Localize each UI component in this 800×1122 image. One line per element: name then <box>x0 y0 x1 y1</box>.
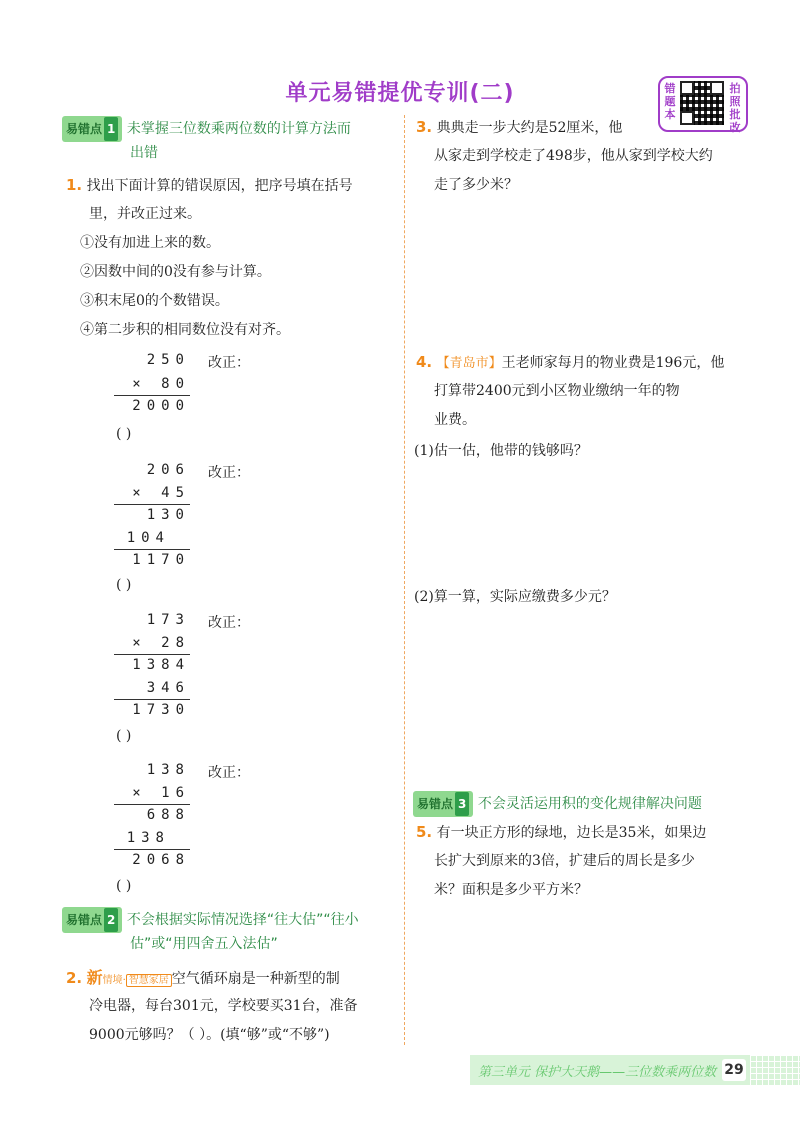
error-point-tag: 易错点 3 <box>413 791 473 817</box>
section-2-text-line2: 估”或“用四舍五入法估” <box>130 936 278 952</box>
footer-pattern <box>750 1055 800 1085</box>
calc-3-row: 346 <box>146 680 190 696</box>
error-point-tag: 易错点 1 <box>62 116 122 142</box>
q3-line3: 走了多少米？ <box>434 177 518 193</box>
correction-label: 改正： <box>208 765 250 781</box>
calc-rule <box>114 395 190 396</box>
new-context-badge: 新情境· 智慧家居 <box>87 963 172 995</box>
q2-line3: 9000元够吗？（ ）。(填“够”或“不够”) <box>89 1027 330 1043</box>
q5-number: 5. <box>416 823 433 841</box>
correction-label: 改正： <box>208 355 250 371</box>
q1-number: 1. <box>66 176 83 194</box>
q1-reason-2: ②因数中间的0没有参与计算。 <box>80 264 271 280</box>
section-3-text-line1: 不会灵活运用积的变化规律解决问题 <box>477 796 702 812</box>
calc-4-row: × 16 <box>132 785 190 801</box>
q5-line3: 米？面积是多少平方米？ <box>434 882 588 898</box>
calc-rule <box>114 654 190 655</box>
qr-finder-icon <box>710 81 724 95</box>
q1-reason-1: ①没有加进上来的数。 <box>80 235 220 251</box>
answer-blank[interactable]: ( ) <box>116 878 132 894</box>
calc-rule <box>114 699 190 700</box>
error-point-tag: 易错点 2 <box>62 907 122 933</box>
calc-4-row: 138 <box>126 830 170 846</box>
q4-line2: 打算带2400元到小区物业缴纳一年的物 <box>434 383 680 399</box>
section-1-text-line1: 未掌握三位数乘两位数的计算方法而 <box>126 121 351 137</box>
qr-left-label: 错题本 <box>664 82 676 121</box>
calc-4-row: 688 <box>146 807 190 823</box>
section-2-header <box>62 907 398 933</box>
q2-number: 2. <box>66 969 83 987</box>
answer-blank[interactable]: ( ) <box>116 426 132 442</box>
correction-label: 改正： <box>208 465 250 481</box>
q1-reason-4: ④第二步积的相同数位没有对齐。 <box>80 322 290 338</box>
region-tag: 【青岛市】 <box>436 356 502 371</box>
answer-blank[interactable]: ( ) <box>116 577 132 593</box>
page-footer <box>470 1055 800 1085</box>
q5-line1: 5. 有一块正方形的绿地，边长是35米，如果边 <box>416 823 707 841</box>
q4-sub1: (1)估一估，他带的钱够吗？ <box>414 443 588 459</box>
page-title: 单元易错提优专训(二) <box>285 81 515 106</box>
calc-rule <box>114 504 190 505</box>
q1-reason-3: ③积末尾0的个数错误。 <box>80 293 229 309</box>
calc-1-row: 250 <box>146 352 190 368</box>
calc-3-row: 1384 <box>132 657 190 673</box>
section-1-header <box>62 116 398 142</box>
calc-rule <box>114 549 190 550</box>
calc-2-row: × 45 <box>132 485 190 501</box>
q5-line2: 长扩大到原来的3倍，扩建后的周长是多少 <box>434 853 695 869</box>
page-number: 29 <box>722 1059 746 1081</box>
qr-right-label: 拍照批改 <box>729 82 741 134</box>
footer-unit-title: 第三单元 保护大天鹅——三位数乘两位数 <box>478 1065 717 1080</box>
qr-finder-icon <box>680 111 694 125</box>
q3-line1: 3. 典典走一步大约是52厘米，他 <box>416 118 623 136</box>
q4-line1: 4. 【青岛市】王老师家每月的物业费是196元，他 <box>416 353 725 371</box>
calc-2-row: 206 <box>146 462 190 478</box>
q4-sub2: (2)算一算，实际应缴费多少元？ <box>414 589 616 605</box>
q3-line2: 从家走到学校走了498步，他从家到学校大约 <box>434 148 713 164</box>
q2-line1: 2. 新情境· 智慧家居 空气循环扇是一种新型的制 <box>66 963 402 995</box>
calc-2-row: 1170 <box>132 552 190 568</box>
calc-rule <box>114 804 190 805</box>
calc-3-row: 173 <box>146 612 190 628</box>
q3-number: 3. <box>416 118 433 136</box>
q1-line2: 里，并改正过来。 <box>89 206 201 222</box>
qr-finder-icon <box>680 81 694 95</box>
q2-line2: 冷电器，每台301元，学校要买31台，准备 <box>89 998 358 1014</box>
section-1-text-line2: 出错 <box>130 145 158 161</box>
calc-1-row: 2000 <box>132 398 190 414</box>
q1-line1: 1. 找出下面计算的错误原因，把序号填在括号 <box>66 176 353 194</box>
calc-3-row: × 28 <box>132 635 190 651</box>
calc-2-row: 104 <box>126 530 170 546</box>
calc-3-row: 1730 <box>132 702 190 718</box>
calc-1-row: × 80 <box>132 376 190 392</box>
calc-2-row: 130 <box>146 507 190 523</box>
qr-code-badge[interactable] <box>658 76 748 132</box>
calc-rule <box>114 849 190 850</box>
calc-4-row: 138 <box>146 762 190 778</box>
answer-blank[interactable]: ( ) <box>116 728 132 744</box>
calc-4-row: 2068 <box>132 852 190 868</box>
section-2-text-line1: 不会根据实际情况选择“往大估”“往小 <box>126 912 359 928</box>
correction-label: 改正： <box>208 615 250 631</box>
section-3-header <box>413 791 783 817</box>
q4-number: 4. <box>416 353 433 371</box>
column-divider <box>404 115 405 1045</box>
q4-line3: 业费。 <box>434 412 476 428</box>
